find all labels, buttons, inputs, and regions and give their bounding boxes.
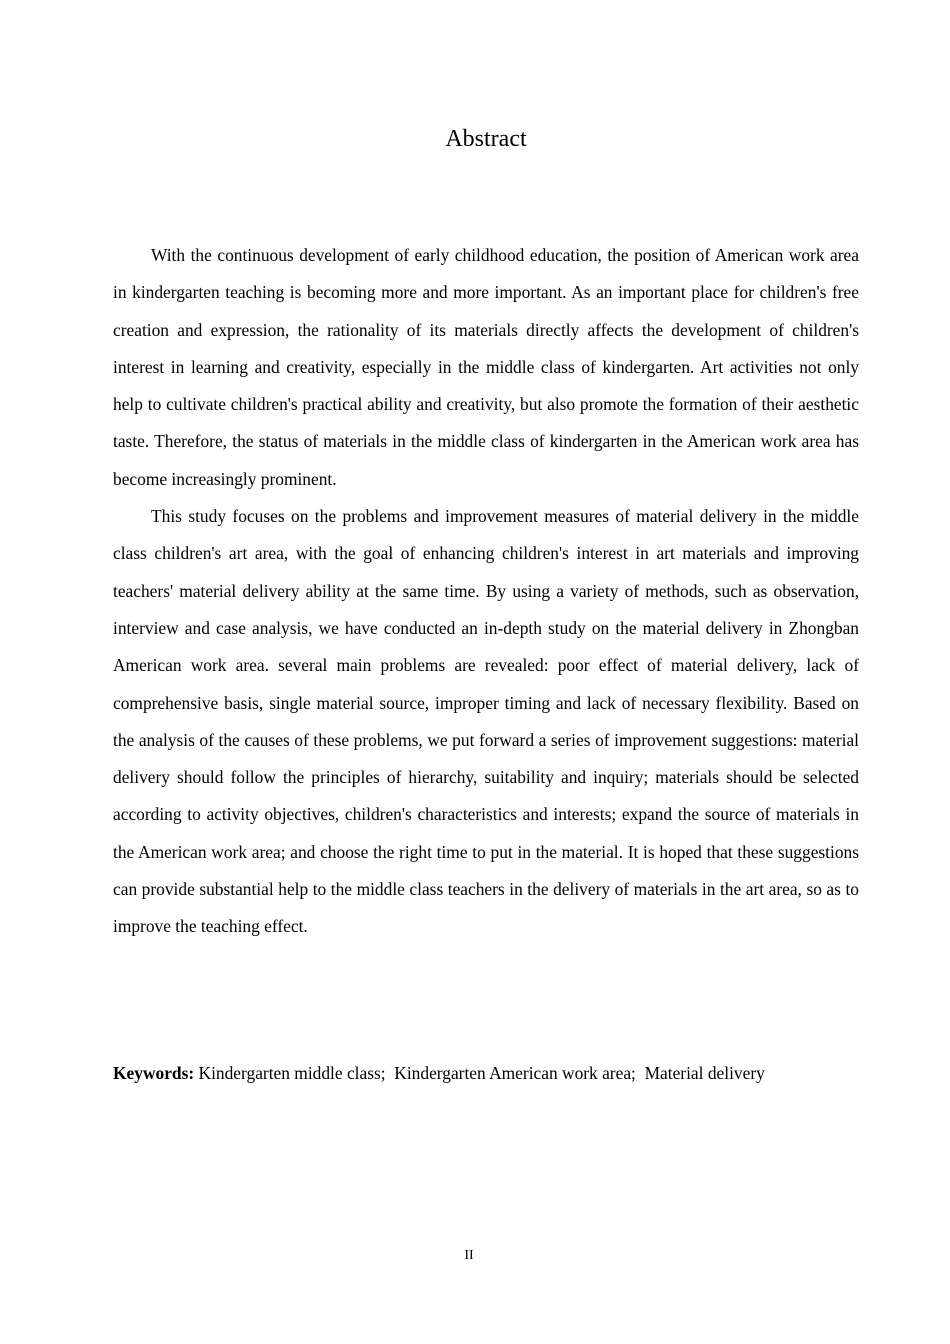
abstract-title: Abstract (445, 126, 527, 152)
keywords-label: Keywords: (113, 1063, 195, 1083)
abstract-paragraph-2: This study focuses on the problems and improvement measures of material delivery in the middle class children's art area, with the goal of enhancing children's interest in art materials and improving teachers' material delivery ability at the same time. By using a variety of methods, such as observation, interview and case analysis, we have conducted an in-depth study on the material delivery in Zhongban American work area. several main problems are revealed: poor effect of material delivery, lack of comprehensive basis, single material source, improper timing and lack of necessary flexibility. Based on the analysis of the causes of these problems, we put forward a series of improvement suggestions: material delivery should follow the principles of hierarchy, suitability and inquiry; materials should be selected according to activity objectives, children's characteristics and interests; expand the source of materials in the American work area; and choose the right time to put in the material. It is hoped that these suggestions can provide substantial help to the middle class teachers in the delivery of materials in the art area, so as to improve the teaching effect. (113, 506, 859, 937)
keywords-line (113, 1058, 873, 1088)
keyword-item: Kindergarten American work area; (394, 1063, 636, 1083)
abstract-body (113, 237, 859, 946)
page-number: II (464, 1248, 474, 1263)
keyword-item: Kindergarten middle class; (198, 1063, 386, 1083)
keyword-item: Material delivery (644, 1063, 765, 1083)
abstract-paragraph-1: With the continuous development of early childhood education, the position of American work area in kindergarten teaching is becoming more and more important. As an important place for children's free creation and expression, the rationality of its materials directly affects the development of children's interest in learning and creativity, especially in the middle class of kindergarten. Art activities not only help to cultivate children's practical ability and creativity, but also promote the formation of their aesthetic taste. Therefore, the status of materials in the middle class of kindergarten in the American work area has become increasingly prominent. (113, 245, 859, 489)
